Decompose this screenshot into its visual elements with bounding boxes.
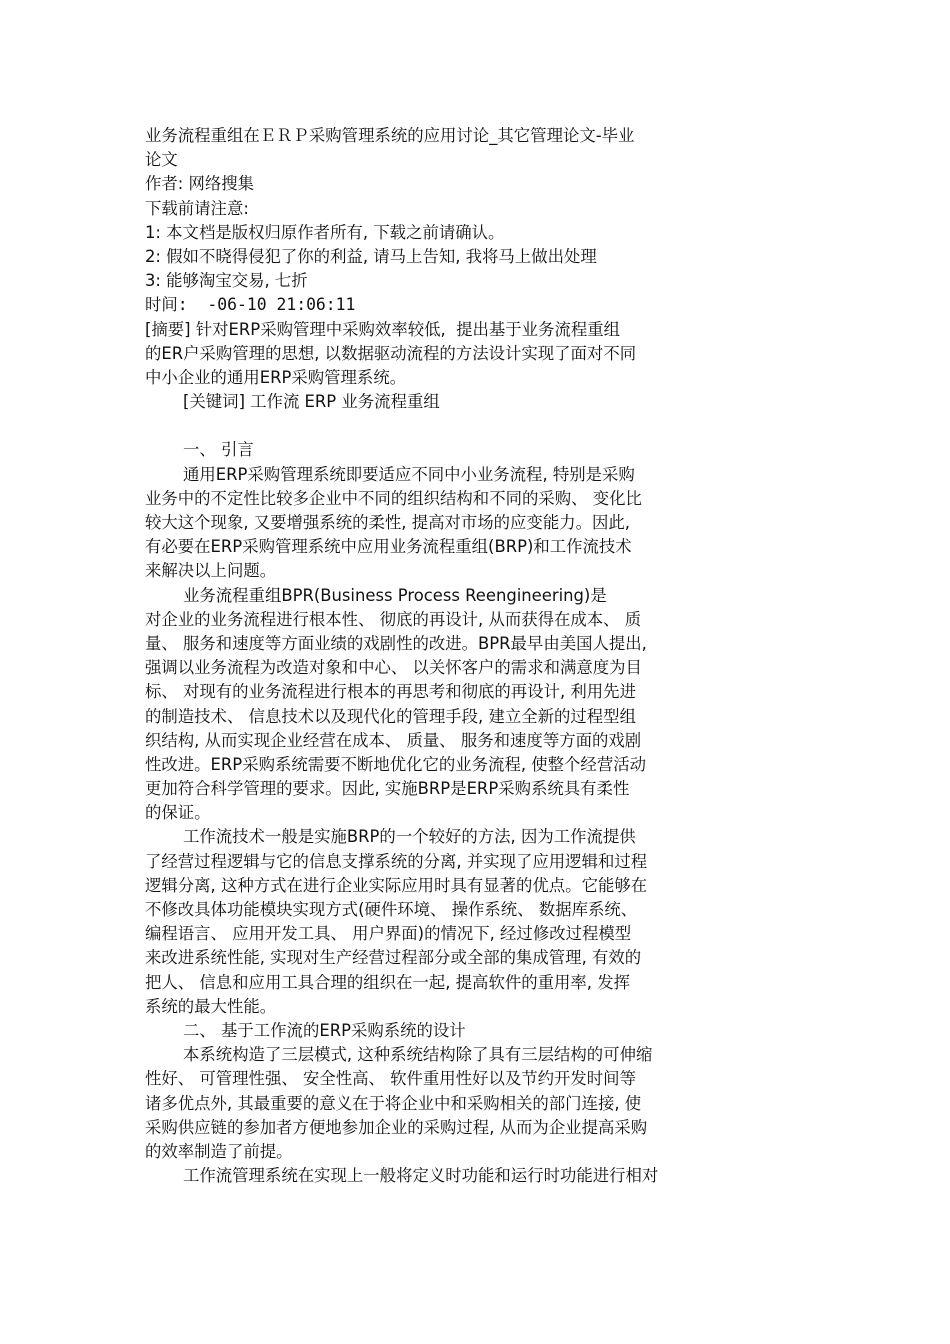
notice-item: 3: 能够淘宝交易, 七折 xyxy=(145,271,308,291)
paragraph-line: 的效率制造了前提。 xyxy=(145,1141,293,1161)
paragraph-line: 的制造技术、 信息技术以及现代化的管理手段, 建立全新的过程型组 xyxy=(145,706,636,726)
paragraph-line: 来改进系统性能, 实现对生产经营过程部分或全部的集成管理, 有效的 xyxy=(145,948,642,968)
paragraph-line: 性好、 可管理性强、 安全性高、 软件重用性好以及节约开发时间等 xyxy=(145,1069,636,1089)
paragraph-line: 对企业的业务流程进行根本性、 彻底的再设计, 从而获得在成本、 质 xyxy=(145,609,642,629)
notice-item: 2: 假如不晓得侵犯了你的利益, 请马上告知, 我将马上做出处理 xyxy=(145,246,597,266)
section-heading-1: 一、 引言 xyxy=(183,440,254,460)
title-line: 业务流程重组在ＥＲＰ采购管理系统的应用讨论_其它管理论文-毕业 xyxy=(145,126,635,145)
keywords-line: [关键词] 工作流 ERP 业务流程重组 xyxy=(183,392,440,412)
paragraph-line: 编程语言、 应用开发工具、 用户界面)的情况下, 经过修改过程模型 xyxy=(145,924,632,944)
paragraph-line: 较大这个现象, 又要增强系统的柔性, 提高对市场的应变能力。因此, xyxy=(145,513,630,532)
paragraph-line: 不修改具体功能模块实现方式(硬件环境、 操作系统、 数据库系统、 xyxy=(145,900,638,919)
paragraph-line: 强调以业务流程为改造对象和中心、 以关怀客户的需求和满意度为目 xyxy=(145,658,642,678)
abstract-line: 中小企业的通用ERP采购管理系统。 xyxy=(145,367,407,387)
notice-item: 1: 本文档是版权归原作者所有, 下载之前请确认。 xyxy=(145,222,505,242)
paragraph-line: 工作流技术一般是实施BRP的一个较好的方法, 因为工作流提供 xyxy=(183,827,636,847)
paragraph-line: 有必要在ERP采购管理系统中应用业务流程重组(BRP)和工作流技术 xyxy=(145,537,632,557)
paragraph-line: 来解决以上问题。 xyxy=(145,561,277,581)
paragraph-line: 工作流管理系统在实现上一般将定义时功能和运行时功能进行相对 xyxy=(183,1166,659,1186)
time-line: 时间: -06-10 21:06:11 xyxy=(145,295,356,315)
paragraph-line: 量、 服务和速度等方面业绩的戏剧性的改进。BPR最早由美国人提出, xyxy=(145,633,647,653)
paragraph-line: 性改进。ERP采购系统需要不断地优化它的业务流程, 使整个经营活动 xyxy=(145,754,646,774)
document-page xyxy=(145,124,745,1188)
abstract-line: [摘要] 针对ERP采购管理中采购效率较低, 提出基于业务流程重组 xyxy=(145,319,621,339)
paragraph-line: 诸多优点外, 其最重要的意义在于将企业中和采购相关的部门连接, 使 xyxy=(145,1093,642,1113)
paragraph-line: 本系统构造了三层模式, 这种系统结构除了具有三层结构的可伸缩 xyxy=(183,1045,653,1065)
notice-heading: 下载前请注意: xyxy=(145,198,249,218)
paragraph-line: 织结构, 从而实现企业经营在成本、 质量、 服务和速度等方面的戏剧 xyxy=(145,730,642,750)
paragraph-line: 把人、 信息和应用工具合理的组织在一起, 提高软件的重用率, 发挥 xyxy=(145,972,630,992)
paragraph-line: 业务流程重组BPR(Business Process Reengineering)是 xyxy=(183,585,607,605)
author-line: 作者: 网络搜集 xyxy=(145,174,255,194)
abstract-line: 的ER户采购管理的思想, 以数据驱动流程的方法设计实现了面对不同 xyxy=(145,343,637,363)
paragraph-line: 的保证。 xyxy=(145,803,211,823)
paragraph-line: 系统的最大性能。 xyxy=(145,996,277,1016)
paragraph-line: 标、 对现有的业务流程进行根本的再思考和彻底的再设计, 利用先进 xyxy=(145,682,636,702)
paragraph-line: 业务中的不定性比较多企业中不同的组织结构和不同的采购、 变化比 xyxy=(145,488,642,508)
title-line: 论文 xyxy=(145,150,178,170)
blank-line xyxy=(145,414,745,438)
paragraph-line: 逻辑分离, 这种方式在进行企业实际应用时具有显著的优点。它能够在 xyxy=(145,875,648,895)
paragraph-line: 更加符合科学管理的要求。因此, 实施BRP是ERP采购系统具有柔性 xyxy=(145,779,630,799)
paragraph-line: 了经营过程逻辑与它的信息支撑系统的分离, 并实现了应用逻辑和过程 xyxy=(145,851,648,871)
section-heading-2: 二、 基于工作流的ERP采购系统的设计 xyxy=(183,1020,466,1040)
paragraph-line: 通用ERP采购管理系统即要适应不同中小业务流程, 特别是采购 xyxy=(183,464,635,484)
paragraph-line: 采购供应链的参加者方便地参加企业的采购过程, 从而为企业提高采购 xyxy=(145,1117,648,1137)
